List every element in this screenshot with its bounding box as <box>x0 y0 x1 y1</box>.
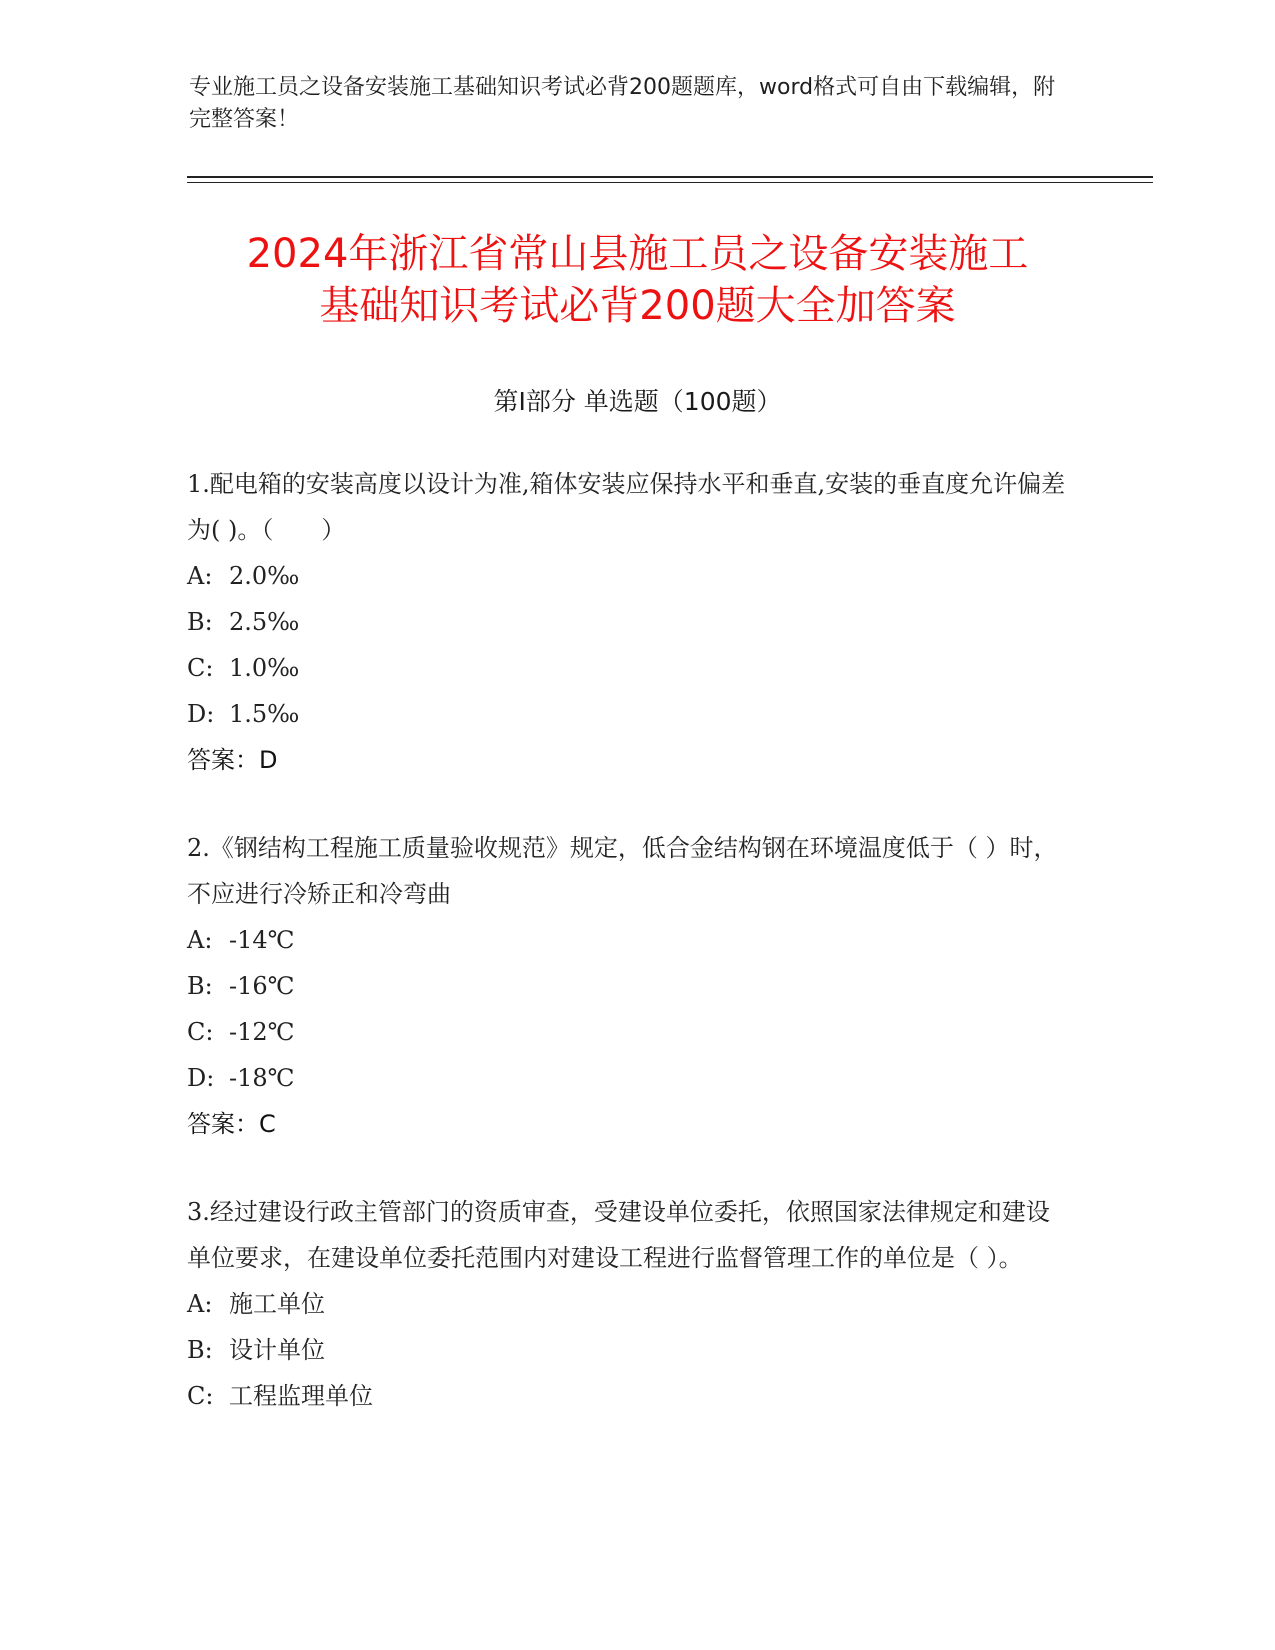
option-text: -18℃ <box>229 1064 295 1092</box>
question-stem: 2.《钢结构工程施工质量验收规范》规定，低合金结构钢在环境温度低于（ ）时，不应进行冷矫正和冷弯曲 <box>187 834 1058 908</box>
question-2 <box>187 825 1067 1147</box>
option-a <box>187 1281 1067 1327</box>
answer-line: 答案：D <box>187 746 278 774</box>
option-letter: A: <box>187 926 213 954</box>
option-letter: D: <box>187 700 215 728</box>
option-text: -16℃ <box>229 972 295 1000</box>
option-c <box>187 645 1067 691</box>
header-divider-thick <box>187 176 1153 178</box>
option-text: -12℃ <box>229 1018 295 1046</box>
header-note: 专业施工员之设备安装施工基础知识考试必背200题题库，word格式可自由下载编辑，附完整答案！ <box>189 75 1056 132</box>
option-a <box>187 917 1067 963</box>
option-letter: B: <box>187 1336 213 1364</box>
option-letter: A: <box>187 562 213 590</box>
option-letter: B: <box>187 608 213 636</box>
option-text: 2.0‰ <box>229 562 300 590</box>
question-stem: 3.经过建设行政主管部门的资质审查，受建设单位委托，依照国家法律规定和建设单位要求，在建设单位委托范围内对建设工程进行监督管理工作的单位是（ ）。 <box>187 1198 1050 1272</box>
section-heading: 第Ⅰ部分 单选题（100题） <box>493 387 782 416</box>
option-d <box>187 1055 1067 1101</box>
option-letter: A: <box>187 1290 213 1318</box>
answer-line: 答案：C <box>187 1110 276 1138</box>
option-letter: C: <box>187 1382 214 1410</box>
question-3 <box>187 1189 1067 1419</box>
option-text: 设计单位 <box>229 1336 325 1364</box>
question-stem: 1.配电箱的安装高度以设计为准,箱体安装应保持水平和垂直,安装的垂直度允许偏差为( )。（ ） <box>187 470 1066 544</box>
document-title-line-1: 2024年浙江省常山县施工员之设备安装施工 <box>246 231 1029 277</box>
option-letter: B: <box>187 972 213 1000</box>
option-letter: C: <box>187 654 214 682</box>
option-a <box>187 553 1067 599</box>
option-b <box>187 599 1067 645</box>
document-title <box>150 228 1125 332</box>
option-c <box>187 1373 1067 1419</box>
option-b <box>187 1327 1067 1373</box>
option-text: -14℃ <box>229 926 295 954</box>
option-d <box>187 691 1067 737</box>
option-c <box>187 1009 1067 1055</box>
option-text: 工程监理单位 <box>229 1382 373 1410</box>
option-text: 1.0‰ <box>229 654 300 682</box>
option-letter: C: <box>187 1018 214 1046</box>
option-text: 1.5‰ <box>229 700 300 728</box>
header-divider-thin <box>187 182 1153 183</box>
option-text: 施工单位 <box>229 1290 325 1318</box>
document-title-line-2: 基础知识考试必背200题大全加答案 <box>319 283 956 329</box>
option-text: 2.5‰ <box>229 608 300 636</box>
option-letter: D: <box>187 1064 215 1092</box>
option-b <box>187 963 1067 1009</box>
question-1 <box>187 461 1067 783</box>
